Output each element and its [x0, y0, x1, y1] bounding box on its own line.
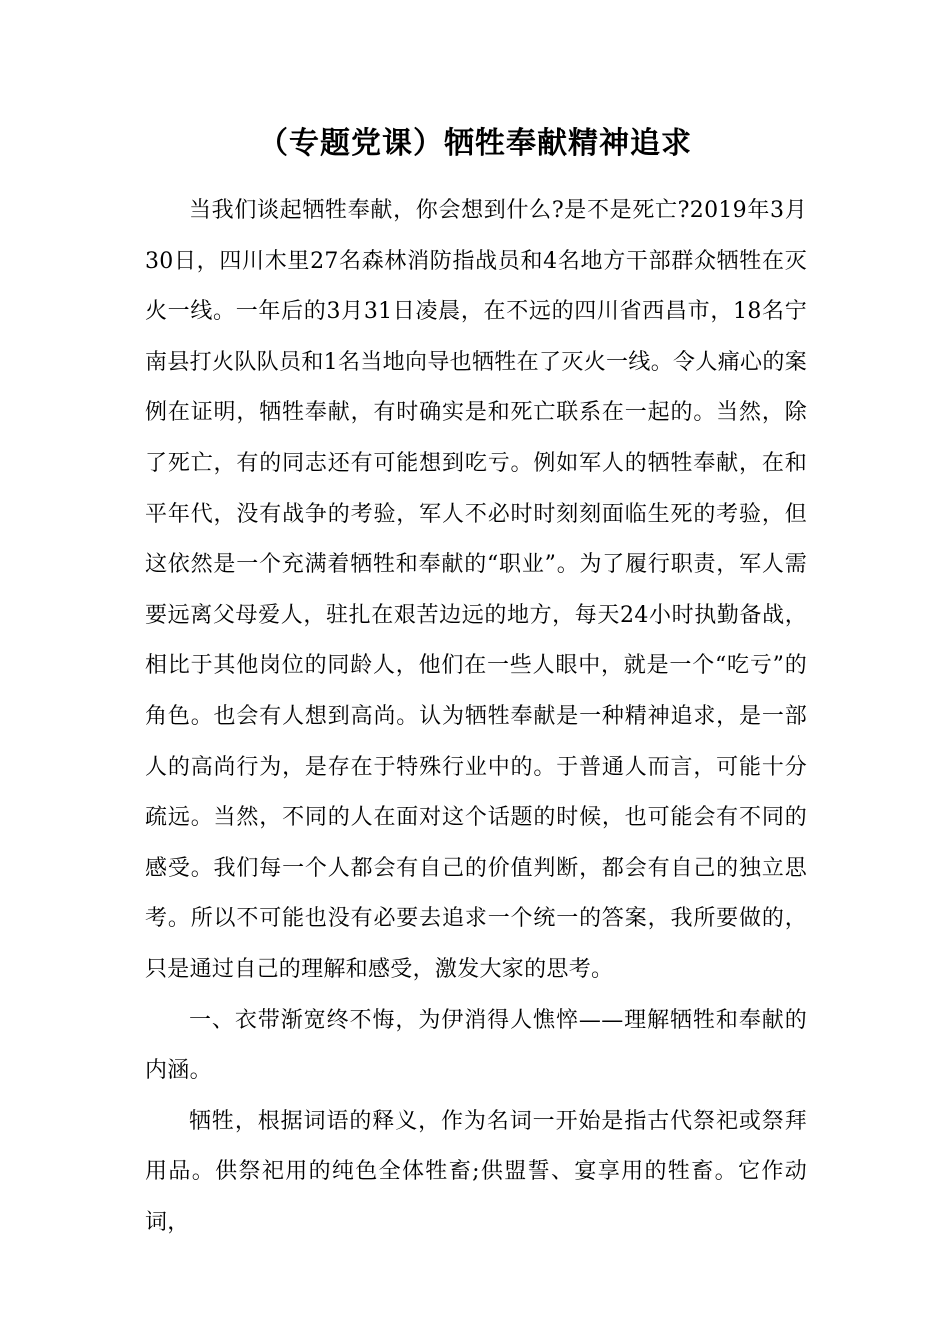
document-title: （专题党课）牺牲奉献精神追求 — [258, 126, 692, 161]
paragraph-intro: 当我们谈起牺牲奉献，你会想到什么?是不是死亡?2019年3月30日，四川木里27名森林消防指战员和4名地方干部群众牺牲在灭火一线。一年后的3月31日凌晨，在不远的四川省西昌市，18名宁南县打火队队员和1名当地向导也牺牲在了灭火一线。令人痛心的案例在证明，牺牲奉献，有时确实是和死亡联系在一起的。当然，除了死亡，有的同志还有可能想到吃亏。例如军人的牺牲奉献，在和平年代，没有战争的考验，军人不必时时刻刻面临生死的考验，但这依然是一个充满着牺牲和奉献的“职业”。为了履行职责，军人需要远离父母爱人，驻扎在艰苦边远的地方，每天24小时执勤备战，相比于其他岗位的同龄人，他们在一些人眼中，就是一个“吃亏”的角色。也会有人想到高尚。认为牺牲奉献是一种精神追求，是一部人的高尚行为，是存在于特殊行业中的。于普通人而言，可能十分疏远。当然，不同的人在面对这个话题的时候，也可能会有不同的感受。我们每一个人都会有自己的价值判断，都会有自己的独立思考。所以不可能也没有必要去追求一个统一的答案，我所要做的，只是通过自己的理解和感受，激发大家的思考。 — [145, 198, 807, 982]
paragraph-sacrifice-definition: 牺牲，根据词语的释义，作为名词一开始是指古代祭祀或祭拜用品。供祭祀用的纯色全体牲畜;供盟誓、宴享用的牲畜。它作动词， — [145, 1108, 807, 1235]
document-body — [145, 186, 807, 1248]
section-heading-one: 一、衣带渐宽终不悔，为伊消得人憔悴——理解牺牲和奉献的内涵。 — [145, 1007, 807, 1084]
